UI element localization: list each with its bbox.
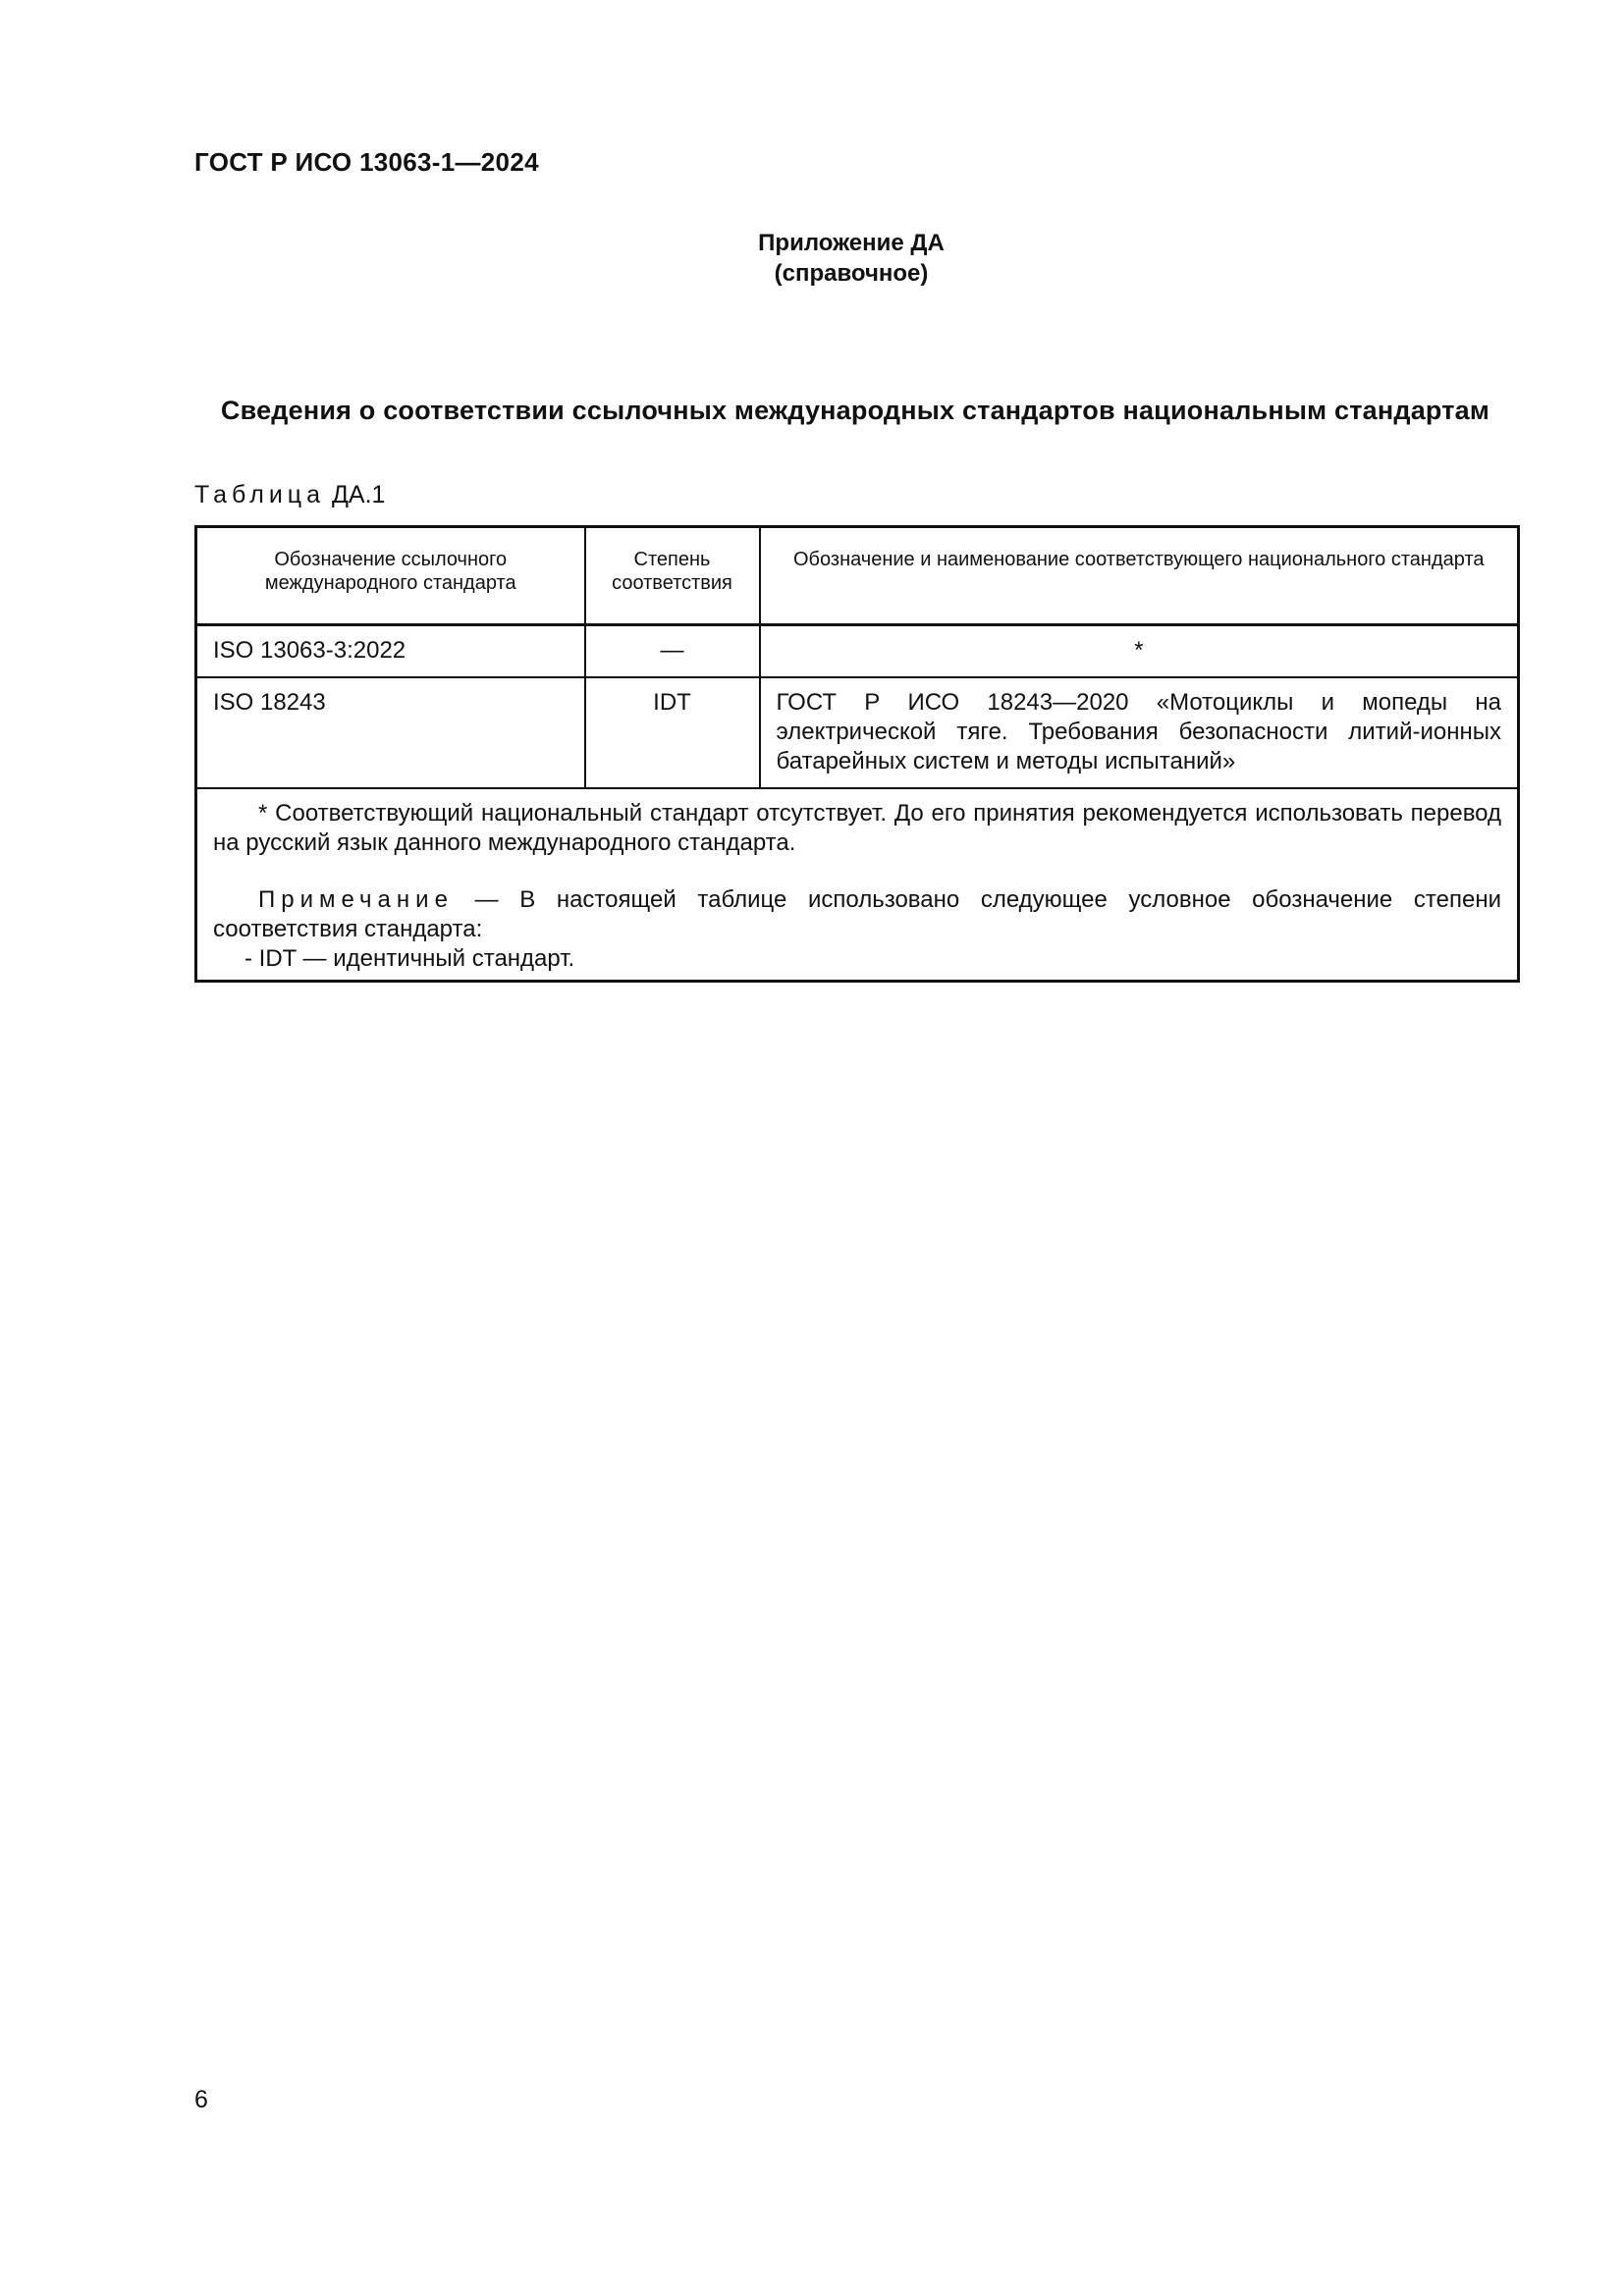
table-caption-label: Таблица (194, 481, 326, 508)
note-list-item: - IDT — идентичный стандарт. (244, 945, 575, 972)
annex-type: (справочное) (774, 260, 929, 287)
footnote-text: * Соответствующий национальный стандарт отсутствует. До его принятия рекомендуется использовать перевод на русский язык данного международного стандарта. (213, 800, 1501, 856)
annex-heading (0, 228, 1624, 289)
note-paragraph (213, 885, 1501, 944)
table-header-row (196, 527, 1519, 625)
column-header-degree: Степень соответствия (585, 527, 760, 625)
column-header-national-standard: Обозначение и наименование соответствующего национального стандарта (760, 527, 1519, 625)
table-row (196, 625, 1519, 678)
cell-intl-standard: ISO 18243 (196, 677, 585, 788)
cell-intl-standard: ISO 13063-3:2022 (196, 625, 585, 678)
table-caption (194, 481, 385, 509)
document-code: ГОСТ Р ИСО 13063-1—2024 (194, 147, 539, 177)
table-footnote-row (196, 788, 1519, 982)
annex-title: Приложение ДА (758, 230, 945, 256)
standards-correspondence-table (194, 525, 1520, 983)
note-text: — В настоящей таблице использовано следующее условное обозначение степени соответствия стандарта: (213, 886, 1501, 942)
page-number: 6 (194, 2086, 208, 2113)
cell-national-standard: * (760, 625, 1519, 678)
footnote-cell (196, 788, 1519, 982)
cell-degree: IDT (585, 677, 760, 788)
cell-degree: — (585, 625, 760, 678)
table-row (196, 677, 1519, 788)
table-caption-number: ДА.1 (331, 481, 386, 508)
column-header-intl-standard: Обозначение ссылочного международного стандарта (196, 527, 585, 625)
section-title: Сведения о соответствии ссылочных международных стандартов национальным стандартам (220, 396, 1490, 425)
cell-national-standard: ГОСТ Р ИСО 18243—2020 «Мотоциклы и мопеды на электрической тяге. Требования безопасности литий-ионных батарейных систем и методы испытаний» (760, 677, 1519, 788)
note-label: Примечание (258, 886, 454, 913)
